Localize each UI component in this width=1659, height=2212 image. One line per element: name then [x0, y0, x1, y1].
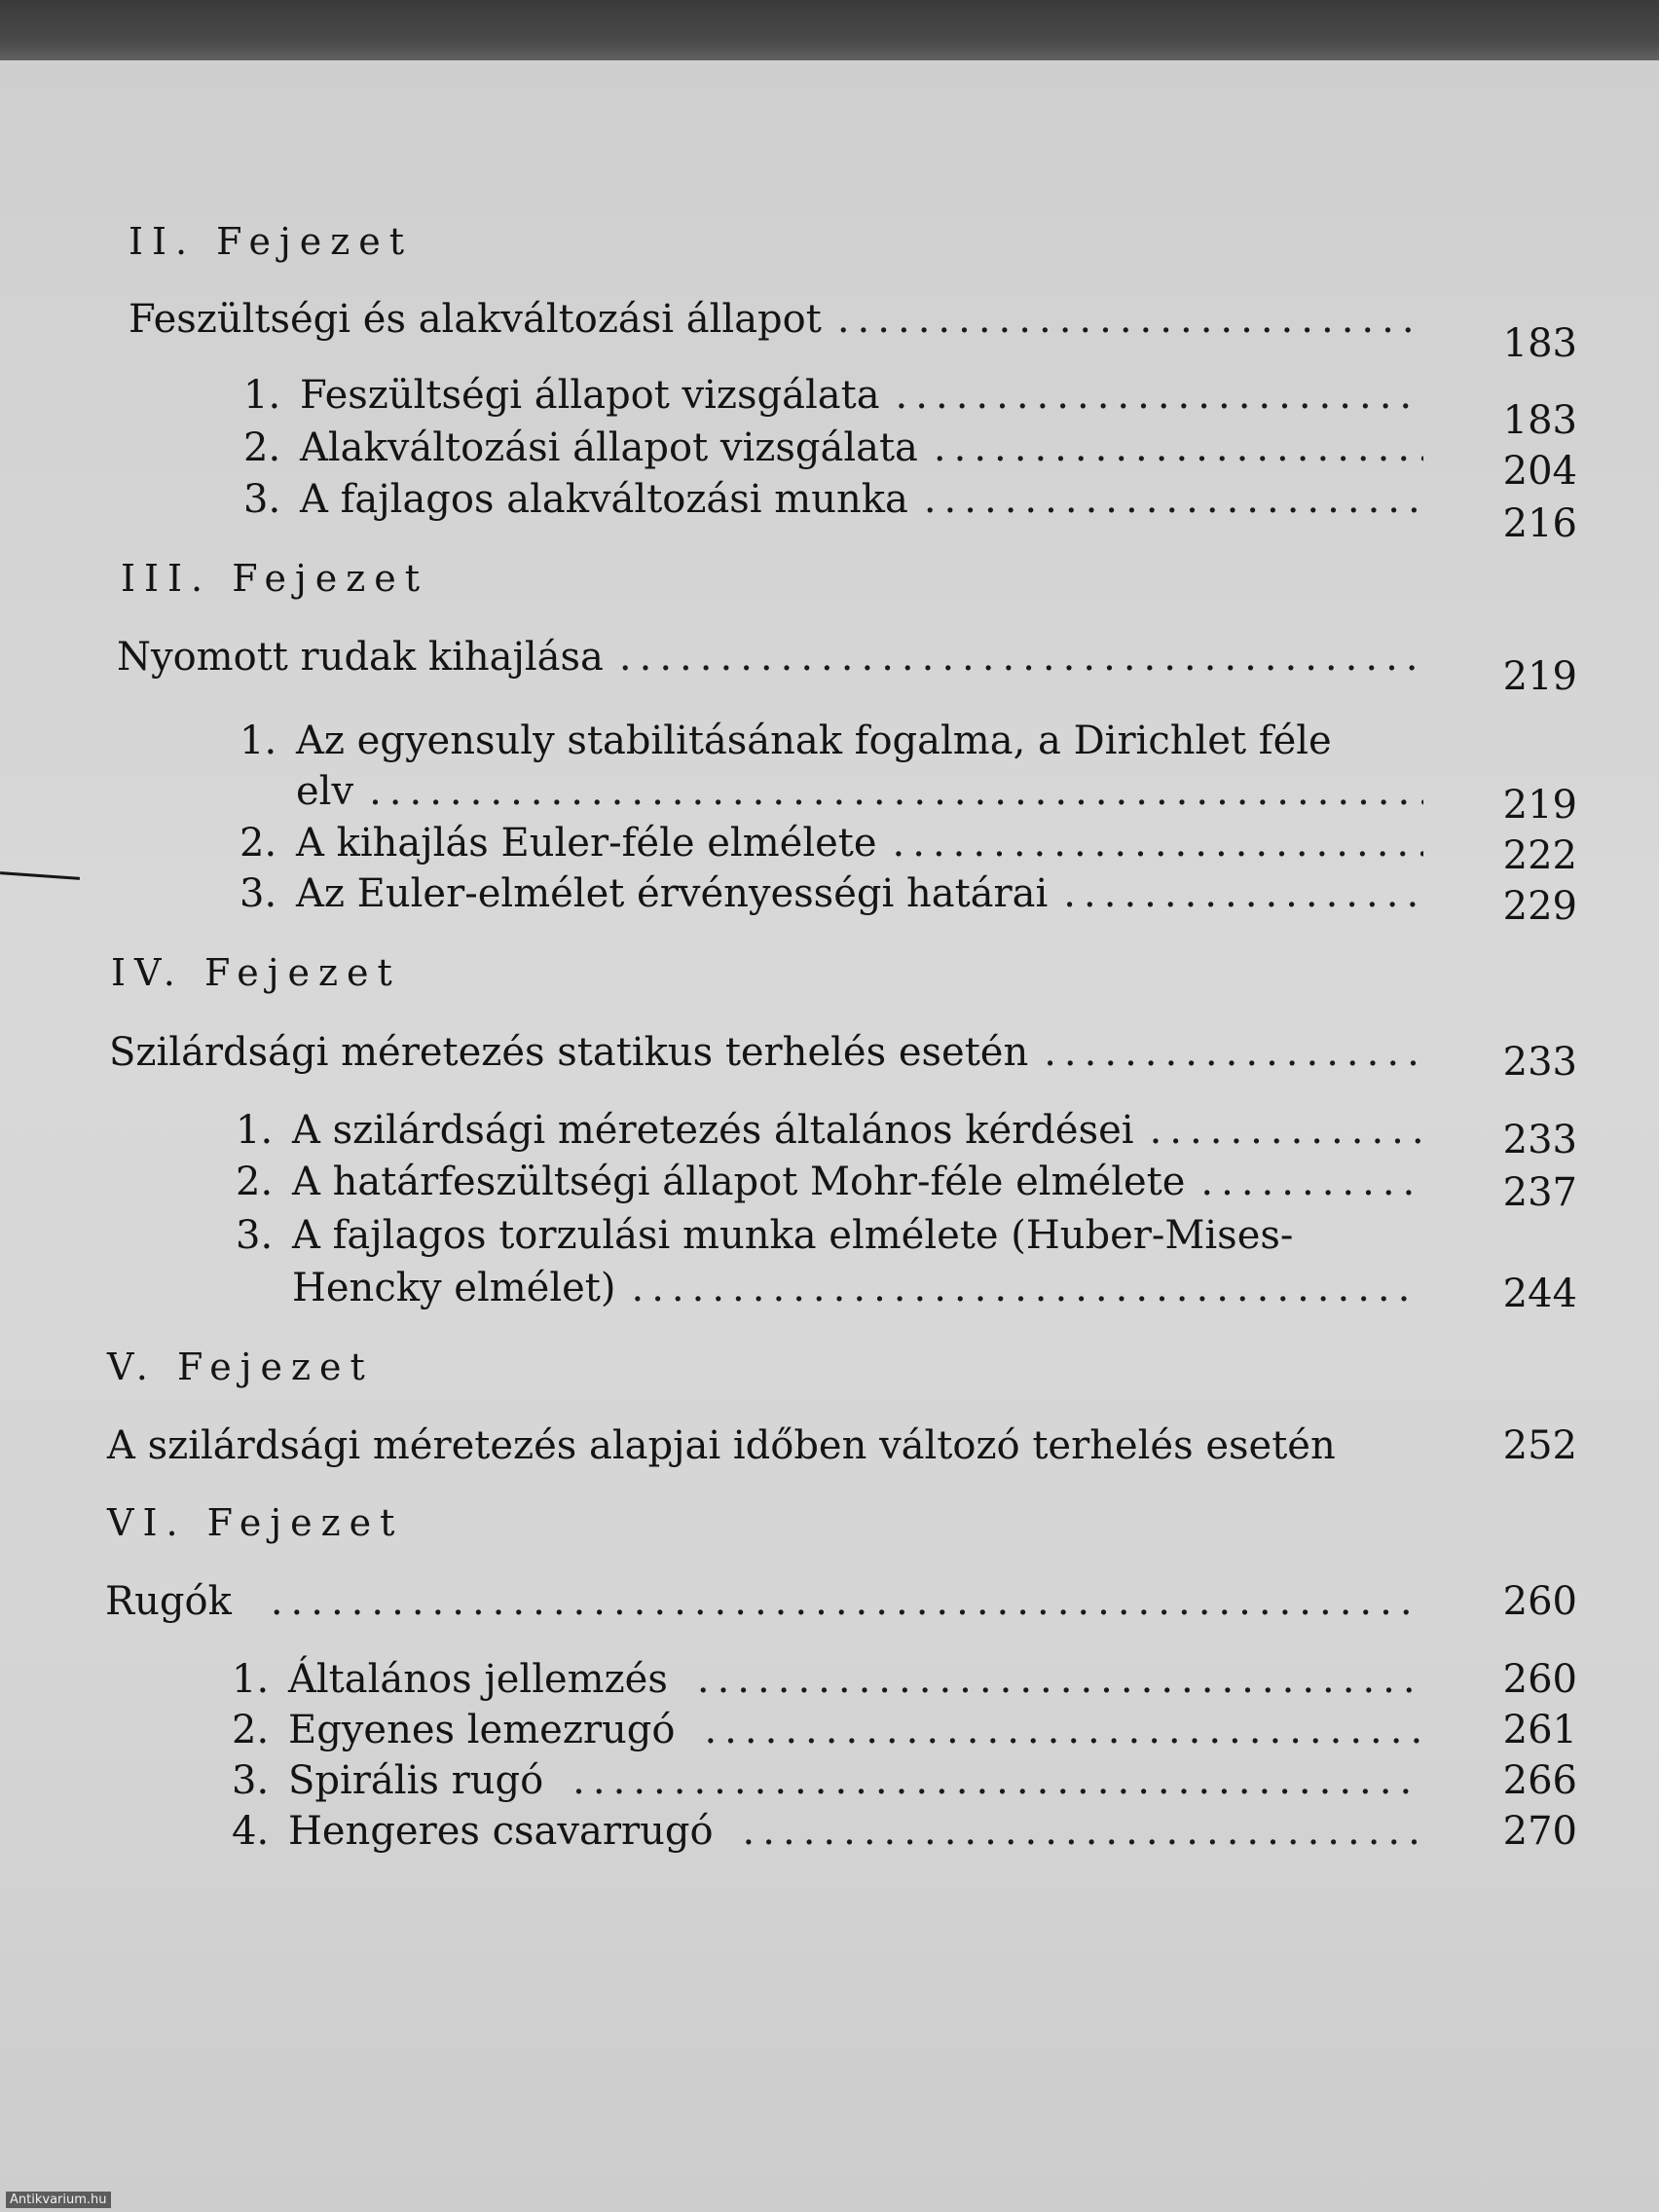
- section-number: 2.: [243, 425, 281, 470]
- section-number: 1.: [236, 1108, 274, 1153]
- section-number: 1.: [243, 373, 281, 418]
- toc-entry-chapter: [117, 635, 1423, 680]
- section-number: 2.: [236, 1160, 274, 1204]
- section-number: 3.: [240, 871, 277, 916]
- page-number: 244: [1502, 1272, 1577, 1316]
- page-number: 260: [1502, 1657, 1577, 1702]
- section-number: 4.: [232, 1809, 270, 1854]
- page-number: 270: [1502, 1809, 1577, 1854]
- toc-entry-section: [243, 373, 1423, 418]
- page-number: 237: [1502, 1170, 1577, 1215]
- leader-dots: [837, 297, 1423, 342]
- chapter-heading: V. Fejezet: [107, 1346, 374, 1388]
- section-title: Alakváltozási állapot vizsgálata: [300, 425, 918, 470]
- leader-dots: [924, 477, 1423, 522]
- section-number: 1.: [240, 719, 277, 763]
- leader-dots: [1063, 871, 1423, 916]
- toc-entry-chapter: [109, 1030, 1421, 1075]
- chapter-title: Nyomott rudak kihajlása: [117, 635, 604, 680]
- section-title: A kihajlás Euler-féle elmélete: [296, 821, 877, 866]
- page-number: 252: [1502, 1423, 1577, 1468]
- chapter-heading: II. Fejezet: [129, 220, 414, 263]
- section-title: Az egyensuly stabilitásának fogalma, a Dirichlet féle: [296, 719, 1332, 763]
- leader-dots: [1200, 1160, 1421, 1204]
- leader-dots: [896, 373, 1423, 418]
- leader-dots: [697, 1657, 1419, 1702]
- toc-entry-continuation: [296, 769, 1423, 814]
- section-title: A fajlagos alakváltozási munka: [300, 477, 908, 522]
- toc-entry-section: [232, 1708, 1419, 1752]
- toc-entry-section: [232, 1758, 1419, 1803]
- chapter-title: Szilárdsági méretezés statikus terhelés esetén: [109, 1030, 1029, 1075]
- leader-dots: [704, 1708, 1419, 1752]
- toc-entry-chapter: [129, 297, 1423, 342]
- photo-background-top: [0, 0, 1659, 68]
- leader-dots: [934, 425, 1423, 470]
- page-number: 260: [1502, 1579, 1577, 1624]
- page-number: 233: [1502, 1040, 1577, 1085]
- page-number: 233: [1502, 1118, 1577, 1162]
- toc-entry-continuation: [292, 1266, 1421, 1310]
- leader-dots: [893, 821, 1423, 866]
- toc-entry-section: [243, 477, 1423, 522]
- toc-entry-section: [243, 425, 1423, 470]
- toc-entry-section: [236, 1213, 1293, 1258]
- page-number: 229: [1502, 884, 1577, 929]
- section-number: 1.: [232, 1657, 270, 1702]
- toc-entry-section: [232, 1809, 1419, 1854]
- toc-entry-section: [240, 871, 1423, 916]
- section-title: A fajlagos torzulási munka elmélete (Huber-Mises-: [292, 1213, 1294, 1258]
- section-title: Feszültségi állapot vizsgálata: [300, 373, 880, 418]
- section-title: Spirális rugó: [288, 1758, 544, 1803]
- leader-dots: [1150, 1108, 1421, 1153]
- section-title: Egyenes lemezrugó: [288, 1708, 676, 1752]
- leader-dots: [619, 635, 1423, 680]
- page-number: 219: [1502, 654, 1577, 699]
- chapter-title: Rugók: [105, 1579, 232, 1624]
- page-number: 204: [1502, 449, 1577, 494]
- chapter-title: A szilárdsági méretezés alapjai időben változó terhelés esetén: [107, 1423, 1336, 1468]
- toc-entry-section: [236, 1160, 1421, 1204]
- chapter-heading: VI. Fejezet: [107, 1501, 404, 1544]
- page-number: 183: [1502, 321, 1577, 366]
- section-title: Az Euler-elmélet érvényességi határai: [296, 871, 1049, 916]
- page-number: 216: [1502, 501, 1577, 546]
- toc-entry-chapter: [107, 1423, 1336, 1468]
- toc-entry-chapter: [105, 1579, 1419, 1624]
- page-number: 261: [1502, 1708, 1577, 1752]
- leader-dots: [743, 1809, 1419, 1854]
- leader-dots: [1044, 1030, 1421, 1075]
- section-title: A határfeszültségi állapot Mohr-féle elmélete: [292, 1160, 1186, 1204]
- section-number: 2.: [232, 1708, 270, 1752]
- toc-entry-section: [236, 1108, 1421, 1153]
- page-number: 183: [1502, 398, 1577, 443]
- leader-dots: [271, 1579, 1419, 1624]
- section-number: 2.: [240, 821, 277, 866]
- section-title-continued: Hencky elmélet): [292, 1266, 616, 1310]
- leader-dots: [572, 1758, 1419, 1803]
- chapter-heading: IV. Fejezet: [111, 951, 401, 994]
- page-number: 219: [1502, 783, 1577, 828]
- watermark: Antikvarium.hu: [6, 2192, 111, 2208]
- toc-entry-section: [240, 719, 1332, 763]
- chapter-heading: III. Fejezet: [121, 557, 429, 600]
- section-title: A szilárdsági méretezés általános kérdései: [292, 1108, 1134, 1153]
- leader-dots: [631, 1266, 1421, 1310]
- section-number: 3.: [243, 477, 281, 522]
- section-title-continued: elv: [296, 769, 354, 814]
- toc-entry-section: [232, 1657, 1419, 1702]
- section-title: Hengeres csavarrugó: [288, 1809, 714, 1854]
- section-title: Általános jellemzés: [288, 1657, 668, 1702]
- section-number: 3.: [236, 1213, 274, 1258]
- page-number: 266: [1502, 1758, 1577, 1803]
- chapter-title: Feszültségi és alakváltozási állapot: [129, 297, 822, 342]
- section-number: 3.: [232, 1758, 270, 1803]
- page-number: 222: [1502, 833, 1577, 878]
- leader-dots: [369, 769, 1423, 814]
- toc-entry-section: [240, 821, 1423, 866]
